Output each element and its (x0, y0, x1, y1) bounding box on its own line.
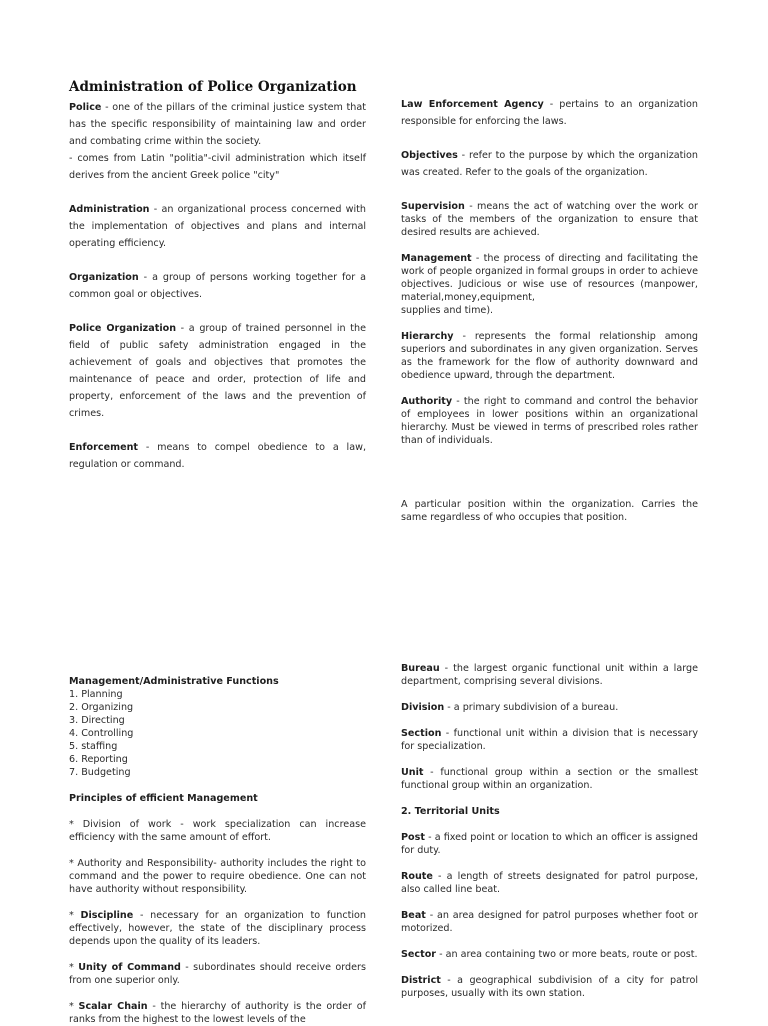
definition-text: the process of directing and facilitating the work of people organized in formal groups in order to achieve objectives. Judicious or wise use of resources (manpower, material,money,equipment, (401, 253, 699, 303)
principle-text: necessary for an organization to function effectively, however, the state of the disciplinary process depends upon the quality of its leaders. (69, 910, 366, 947)
position-note-text: A particular position within the organization. Carries the same regardless of who occupies that position. (401, 499, 698, 523)
functions-heading-text: Management/Administrative Functions (69, 676, 279, 687)
separator: - (147, 1001, 161, 1012)
definition-text: a length of streets designated for patrol purpose, also called line beat. (401, 871, 698, 895)
territorial-heading-text: 2. Territorial Units (401, 806, 500, 817)
functions-heading (69, 675, 366, 688)
separator: - (133, 910, 151, 921)
definition-sector: Sector - an area containing two or more beats, route or post. (401, 949, 698, 960)
definition-beat: Beat - an area designed for patrol purposes whether foot or motorized. (401, 910, 699, 934)
list-item: 1. Planning (69, 689, 123, 700)
definition-text: means to compel obedience to a law, regulation or command. (69, 442, 366, 470)
principle-text: the hierarchy of authority is the order of ranks from the highest to the lowest levels of the (69, 1001, 366, 1025)
bullet-mark: * (69, 1001, 79, 1012)
definition-term: Law Enforcement Agency (401, 99, 544, 110)
definition-unit: Unit - functional group within a section or the smallest functional group within an organization. (401, 767, 698, 791)
definition-term: Route (401, 871, 433, 882)
definition-term: Unit (401, 767, 424, 778)
definition-text: a group of persons working together for a common goal or objectives. (69, 272, 366, 300)
definition-text: an area designed for patrol purposes whether foot or motorized. (401, 910, 699, 934)
definition-organization: Organization - a group of persons working together for a common goal or objectives. (69, 272, 366, 300)
principle-text: Authority and Responsibility- authority includes the right to command and the power to require obedience. One can not have authority without responsibility. (69, 858, 366, 895)
right-top-tight-column (401, 200, 698, 447)
list-item: 5. staffing (69, 741, 118, 752)
left-top-column (69, 99, 366, 473)
definition-authority: Authority - the right to command and control the behavior of employees in lower positions within an organizational hierarchy. Must be viewed in terms of prescribed roles rather than of individuals. (401, 396, 699, 446)
definition-term: Sector (401, 949, 437, 960)
right-bottom-column (401, 662, 698, 1000)
definition-section: Section - functional unit within a division that is necessary for specialization. (401, 728, 698, 752)
definition-enforcement: Enforcement - means to compel obedience to a law, regulation or command. (69, 442, 366, 470)
definition-police-etymology: - comes from Latin "politia"-civil administration which itself derives from the ancient Greek police "city" (69, 153, 366, 181)
definition-term: Objectives (401, 150, 458, 161)
bullet-mark: * (69, 910, 81, 921)
bullet-mark: * (69, 858, 78, 869)
definition-text: represents the formal relationship among superiors and subordinates in any given organization. Serves as the framework for the flow of authority downward and obedience upward, through the department. (401, 331, 698, 381)
definition-term: Police (69, 102, 102, 113)
definition-term: Police Organization (69, 323, 177, 334)
principle-term: Discipline (80, 910, 134, 921)
definition-term: Division (401, 702, 445, 713)
bullet-mark: * (69, 819, 83, 830)
principle-text: subordinates should receive orders from one superior only. (69, 962, 366, 986)
principle-item (69, 857, 366, 896)
list-item: 4. Controlling (69, 728, 134, 739)
principle-term: Unity of Command (78, 962, 181, 973)
definition-supervision: Supervision - means the act of watching over the work or tasks of the members of the organization to ensure that desired results are achieved. (401, 201, 698, 238)
definition-police: Police - one of the pillars of the criminal justice system that has the specific responsibility of maintaining law and order and combating crime within the society. (69, 102, 366, 147)
left-bottom-column (69, 675, 366, 1026)
principles-heading-text: Principles of efficient Management (69, 793, 258, 804)
definition-text: refer to the purpose by which the organization was created. Refer to the goals of the organization. (401, 150, 699, 178)
principle-text: Division of work - work specialization can increase efficiency with the same amount of effort. (69, 819, 366, 843)
definition-term: Administration (69, 204, 150, 215)
definition-division: Division - a primary subdivision of a bureau. (401, 702, 619, 713)
definition-post: Post - a fixed point or location to which an officer is assigned for duty. (401, 832, 699, 856)
definition-term: Post (401, 832, 425, 843)
definition-district: District - a geographical subdivision of a city for patrol purposes, usually with its own station. (401, 975, 699, 999)
definition-term: Bureau (401, 663, 440, 674)
list-item: 7. Budgeting (69, 767, 131, 778)
definition-term: Organization (69, 272, 139, 283)
definition-text: an organizational process concerned with the implementation of objectives and plans and internal operating efficiency. (69, 204, 367, 249)
definition-term: Hierarchy (401, 331, 454, 342)
definition-term: Beat (401, 910, 426, 921)
position-note (401, 498, 698, 524)
definition-bureau: Bureau - the largest organic functional unit within a large department, comprising several divisions. (401, 663, 698, 687)
definition-management: Management - the process of directing and facilitating the work of people organized in formal groups in order to achieve objectives. Judicious or wise use of resources (manpower, material,money,equipment, (401, 253, 699, 303)
definition-term: Authority (401, 396, 453, 407)
list-item: 2. Organizing (69, 702, 134, 713)
definition-text: functional group within a section or the smallest functional group within an organization. (401, 767, 698, 791)
definition-term: Management (401, 253, 472, 264)
definition-law-enforcement-agency: Law Enforcement Agency - pertains to an organization responsible for enforcing the laws. (401, 99, 699, 127)
definition-text: functional unit within a division that is necessary for specialization. (401, 728, 698, 752)
definition-administration: Administration - an organizational process concerned with the implementation of objectives and plans and internal operating efficiency. (69, 204, 367, 249)
definition-text: an area containing two or more beats, route or post. (445, 949, 698, 960)
definition-term: Section (401, 728, 442, 739)
principle-item (69, 818, 366, 844)
definition-text: one of the pillars of the criminal justice system that has the specific responsibility of maintaining law and order and combating crime within the society. (69, 102, 366, 147)
definition-term: District (401, 975, 441, 986)
list-item: 6. Reporting (69, 754, 128, 765)
principles-heading (69, 792, 366, 805)
definition-term: Supervision (401, 201, 465, 212)
principle-item (69, 1000, 366, 1026)
definition-text: a fixed point or location to which an officer is assigned for duty. (401, 832, 699, 856)
definition-text: a primary subdivision of a bureau. (453, 702, 619, 713)
definition-route: Route - a length of streets designated for patrol purpose, also called line beat. (401, 871, 698, 895)
document-title: Administration of Police Organization (69, 79, 357, 95)
principle-term: Scalar Chain (78, 1001, 148, 1012)
definition-text: a geographical subdivision of a city for patrol purposes, usually with its own station. (401, 975, 699, 999)
principle-item (69, 961, 366, 987)
definition-term: Enforcement (69, 442, 138, 453)
territorial-heading (401, 805, 698, 818)
definition-management-continued: supplies and time). (401, 305, 494, 316)
definition-hierarchy: Hierarchy - represents the formal relationship among superiors and subordinates in any given organization. Serves as the framework for the flow of authority downward and obedience upward, through the department. (401, 331, 698, 381)
list-item: 3. Directing (69, 715, 125, 726)
definition-text: the right to command and control the behavior of employees in lower positions within an organizational hierarchy. Must be viewed in terms of prescribed roles rather than of individuals. (401, 396, 699, 446)
definition-text: pertains to an organization responsible for enforcing the laws. (401, 99, 699, 127)
principle-item (69, 909, 366, 948)
definition-text: the largest organic functional unit within a large department, comprising several divisions. (401, 663, 698, 687)
definition-police-organization: Police Organization - a group of trained personnel in the field of public safety administration engaged in the achievement of goals and objectives that promotes the maintenance of peace and order, protection of life and property, enforcement of the laws and the prevention of crimes. (69, 323, 367, 419)
definition-objectives: Objectives - refer to the purpose by which the organization was created. Refer to the goals of the organization. (401, 150, 699, 178)
bullet-mark: * (69, 962, 79, 973)
separator: - (180, 962, 194, 973)
right-top-loose-column (401, 96, 698, 181)
functions-list (69, 688, 366, 779)
definition-text: means the act of watching over the work or tasks of the members of the organization to ensure that desired results are achieved. (401, 201, 698, 238)
definition-text: a group of trained personnel in the field of public safety administration engaged in the achievement of goals and objectives that promotes the maintenance of peace and order, protection of life and property, enforcement of the laws and the prevention of crimes. (69, 323, 367, 419)
